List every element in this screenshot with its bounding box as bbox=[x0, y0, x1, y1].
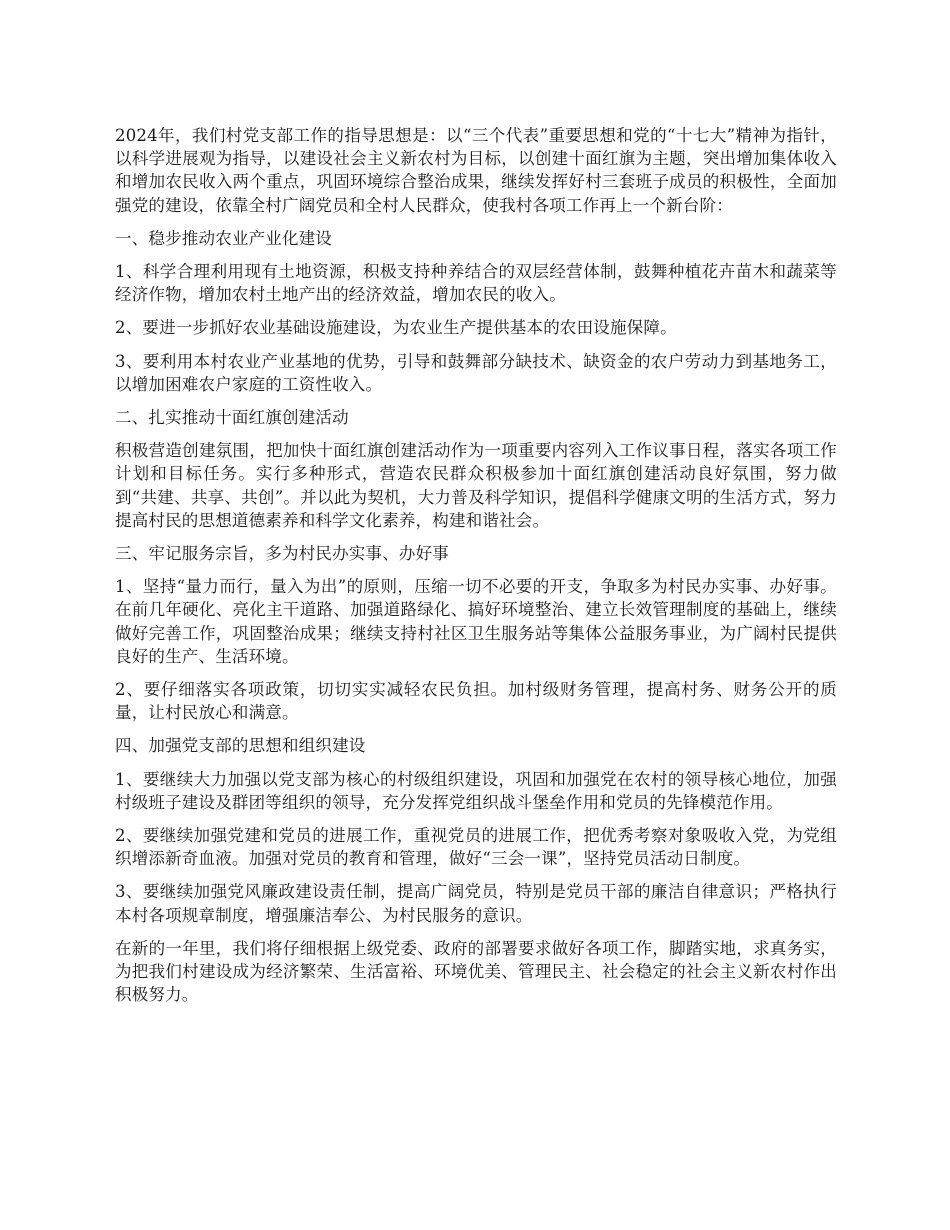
section-3-item-2: 2、要仔细落实各项政策，切切实实减轻农民负担。加村级财务管理，提高村务、财务公开的质量，让村民放心和满意。 bbox=[115, 680, 837, 723]
section-heading-1: 一、稳步推动农业产业化建设 bbox=[115, 228, 333, 248]
section-4-item-2: 2、要继续加强党建和党员的进展工作，重视党员的进展工作，把优秀考察对象吸收入党，为党组织增添新奇血液。加强对党员的教育和管理，做好“三会一课”，坚持党员活动日制度。 bbox=[115, 826, 837, 869]
section-heading-4: 四、加强党支部的思想和组织建设 bbox=[115, 736, 366, 756]
section-1-item-1: 1、科学合理利用现有土地资源，积极支持种养结合的双层经营体制，鼓舞种植花卉苗木和蔬菜等经济作物，增加农村土地产出的经济效益，增加农民的收入。 bbox=[115, 262, 837, 305]
intro-paragraph: 2024年，我们村党支部工作的指导思想是：以“三个代表”重要思想和党的“十七大”精神为指针，以科学进展观为指导，以建设社会主义新农村为目标，以创建十面红旗为主题，突出增加集体收入和增加农民收入两个重点，巩固环境综合整治成果，继续发挥好村三套班子成员的积极性，全面加强党的建设，依靠全村广阔党员和全村人民群众，使我村各项工作再上一个新台阶： bbox=[115, 126, 837, 215]
section-2-paragraph: 积极营造创建氛围，把加快十面红旗创建活动作为一项重要内容列入工作议事日程，落实各项工作计划和目标任务。实行多种形式，营造农民群众积极参加十面红旗创建活动良好氛围，努力做到“共建、共享、共创”。并以此为契机，大力普及科学知识，提倡科学健康文明的生活方式，努力提高村民的思想道德素养和科学文化素养，构建和谐社会。 bbox=[115, 441, 837, 530]
section-1-item-3: 3、要利用本村农业产业基地的优势，引导和鼓舞部分缺技术、缺资金的农户劳动力到基地务工，以增加困难农户家庭的工资性收入。 bbox=[115, 351, 837, 394]
section-3-item-1: 1、坚持“量力而行，量入为出”的原则，压缩一切不必要的开支，争取多为村民办实事、办好事。在前几年硬化、亮化主干道路、加强道路绿化、搞好环境整治、建立长效管理制度的基础上，继续做好完善工作，巩固整治成果；继续支持村社区卫生服务站等集体公益服务事业，为广阔村民提供良好的生产、生活环境。 bbox=[115, 577, 837, 666]
section-heading-3: 三、牢记服务宗旨，多为村民办实事、办好事 bbox=[115, 544, 449, 564]
section-4-item-1: 1、要继续大力加强以党支部为核心的村级组织建设，巩固和加强党在农村的领导核心地位，加强村级班子建设及群团等组织的领导，充分发挥党组织战斗堡垒作用和党员的先锋模范作用。 bbox=[115, 769, 837, 812]
closing-paragraph: 在新的一年里，我们将仔细根据上级党委、政府的部署要求做好各项工作，脚踏实地，求真务实，为把我们村建设成为经济繁荣、生活富裕、环境优美、管理民主、社会稳定的社会主义新农村作出积极努力。 bbox=[115, 938, 837, 1005]
section-4-item-3: 3、要继续加强党风廉政建设责任制，提高广阔党员，特别是党员干部的廉洁自律意识；严格执行本村各项规章制度，增强廉洁奉公、为村民服务的意识。 bbox=[115, 882, 837, 925]
section-heading-2: 二、扎实推动十面红旗创建活动 bbox=[115, 408, 349, 428]
document-page bbox=[115, 124, 837, 1017]
section-1-item-2: 2、要进一步抓好农业基础设施建设，为农业生产提供基本的农田设施保障。 bbox=[115, 318, 677, 338]
